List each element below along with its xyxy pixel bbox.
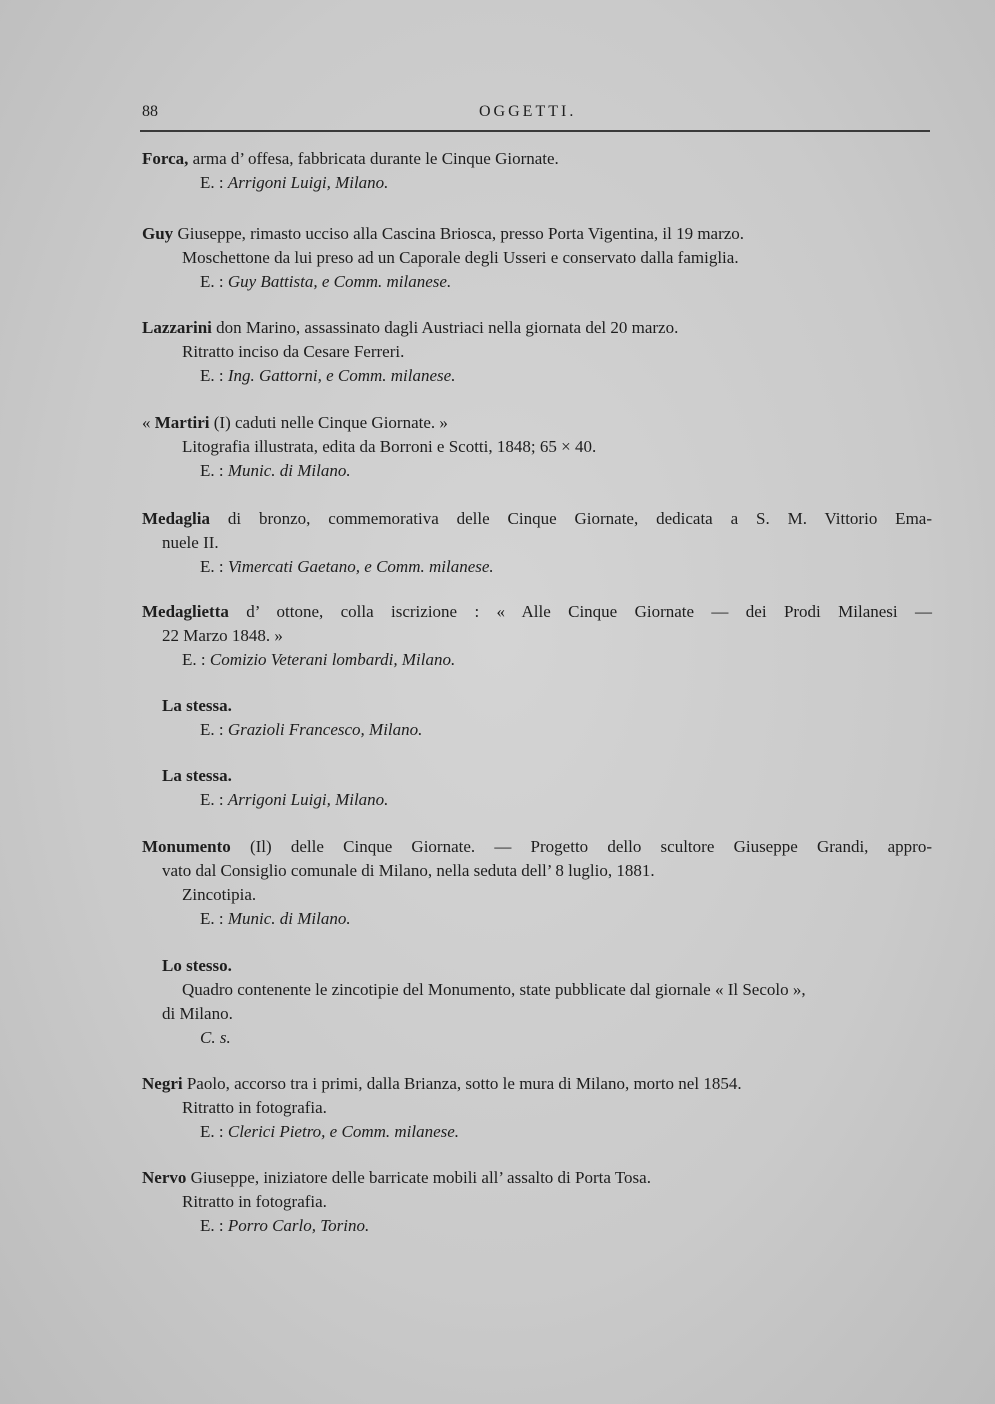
owner-prefix: E. : — [200, 272, 224, 291]
entry-description: Giuseppe, iniziatore delle barricate mobili all’ assalto di Porta Tosa. — [190, 1168, 651, 1187]
entry-description: (Il) delle Cinque Giornate. — Progetto dello scultore Giuseppe Grandi, appro- — [249, 837, 932, 856]
owner-name: Comizio Veterani lombardi, Milano. — [209, 650, 456, 669]
owner-name: Arrigoni Luigi, Milano. — [227, 173, 389, 192]
catalog-entry-lazzarini — [142, 316, 942, 388]
entry-description-line: Moschettone da lui preso ad un Caporale degli Usseri e conservato dalla famiglia. — [182, 248, 739, 267]
entry-description-line: 22 Marzo 1848. » — [162, 626, 283, 645]
owner-prefix: E. : — [200, 461, 224, 480]
owner-name: Porro Carlo, Torino. — [227, 1216, 370, 1235]
catalog-entry-guy — [142, 222, 942, 294]
running-title: OGGETTI. — [479, 103, 577, 120]
catalog-entry-lo-stesso — [142, 954, 942, 1050]
catalog-entry-forca — [142, 147, 942, 195]
owner-prefix: E. : — [200, 1122, 224, 1141]
owner-name: Grazioli Francesco, Milano. — [227, 720, 423, 739]
page-number: 88 — [142, 103, 158, 120]
owner-name: Ing. Gattorni, e Comm. milanese. — [227, 366, 456, 385]
owner-name: Arrigoni Luigi, Milano. — [227, 790, 389, 809]
owner-name: C. s. — [200, 1028, 231, 1047]
catalog-entry-la-stessa-1 — [142, 694, 942, 742]
entry-heading: Lo stesso. — [162, 956, 232, 975]
entry-heading: Negri — [142, 1074, 183, 1093]
header-rule — [140, 130, 930, 132]
owner-name: Munic. di Milano. — [227, 909, 351, 928]
entry-description-line: Litografia illustrata, edita da Borroni e Scotti, 1848; 65 × 40. — [182, 437, 597, 456]
owner-prefix: E. : — [200, 366, 224, 385]
entry-heading: La stessa. — [162, 766, 232, 785]
owner-prefix: E. : — [182, 650, 206, 669]
entry-heading: Monumento — [142, 837, 231, 856]
catalog-entry-negri — [142, 1072, 942, 1144]
owner-prefix: E. : — [200, 1216, 224, 1235]
catalog-entry-medaglietta — [142, 600, 942, 672]
owner-name: Vimercati Gaetano, e Comm. milanese. — [227, 557, 494, 576]
owner-name: Guy Battista, e Comm. milanese. — [227, 272, 452, 291]
entry-description-line: Ritratto inciso da Cesare Ferreri. — [182, 342, 405, 361]
entry-heading: La stessa. — [162, 696, 232, 715]
catalog-entry-nervo — [142, 1166, 942, 1238]
entry-description: Giuseppe, rimasto ucciso alla Cascina Briosca, presso Porta Vigentina, il 19 marzo. — [177, 224, 745, 243]
entry-description-line: Quadro contenente le zincotipie del Monumento, state pubblicate dal giornale « Il Secolo », — [182, 980, 806, 999]
entry-description-line: Ritratto in fotografia. — [182, 1098, 327, 1117]
catalog-entry-martiri — [142, 411, 942, 483]
entry-description-line: di Milano. — [162, 1004, 233, 1023]
entry-description-line: nuele II. — [162, 533, 219, 552]
owner-name: Clerici Pietro, e Comm. milanese. — [227, 1122, 460, 1141]
entry-heading: Guy — [142, 224, 174, 243]
entry-heading: Forca, — [142, 149, 189, 168]
entry-description: di bronzo, commemorativa delle Cinque Giornate, dedicata a S. M. Vittorio Ema- — [227, 509, 932, 528]
entry-heading: Nervo — [142, 1168, 187, 1187]
entry-heading: Medaglia — [142, 509, 210, 528]
entry-description: (I) caduti nelle Cinque Giornate. » — [213, 413, 448, 432]
owner-prefix: E. : — [200, 720, 224, 739]
entry-description: d’ ottone, colla iscrizione : « Alle Cinque Giornate — dei Prodi Milanesi — — [246, 602, 933, 621]
entry-description-line: Zincotipia. — [182, 885, 257, 904]
entry-heading-prefix: « — [142, 413, 151, 432]
catalog-entry-monumento — [142, 835, 942, 931]
entry-heading: Medaglietta — [142, 602, 229, 621]
owner-name: Munic. di Milano. — [227, 461, 351, 480]
catalog-entry-medaglia — [142, 507, 942, 579]
entry-heading: Lazzarini — [142, 318, 212, 337]
entry-description: Paolo, accorso tra i primi, dalla Brianza, sotto le mura di Milano, morto nel 1854. — [186, 1074, 742, 1093]
entry-description: arma d’ offesa, fabbricata durante le Cinque Giornate. — [192, 149, 559, 168]
owner-prefix: E. : — [200, 790, 224, 809]
owner-prefix: E. : — [200, 909, 224, 928]
catalog-entry-la-stessa-2 — [142, 764, 942, 812]
owner-prefix: E. : — [200, 557, 224, 576]
entry-description: don Marino, assassinato dagli Austriaci nella giornata del 20 marzo. — [216, 318, 679, 337]
entry-heading: Martiri — [154, 413, 210, 432]
entry-description-line: Ritratto in fotografia. — [182, 1192, 327, 1211]
owner-prefix: E. : — [200, 173, 224, 192]
entry-description-line: vato dal Consiglio comunale di Milano, nella seduta dell’ 8 luglio, 1881. — [162, 861, 655, 880]
page-header — [140, 99, 930, 125]
